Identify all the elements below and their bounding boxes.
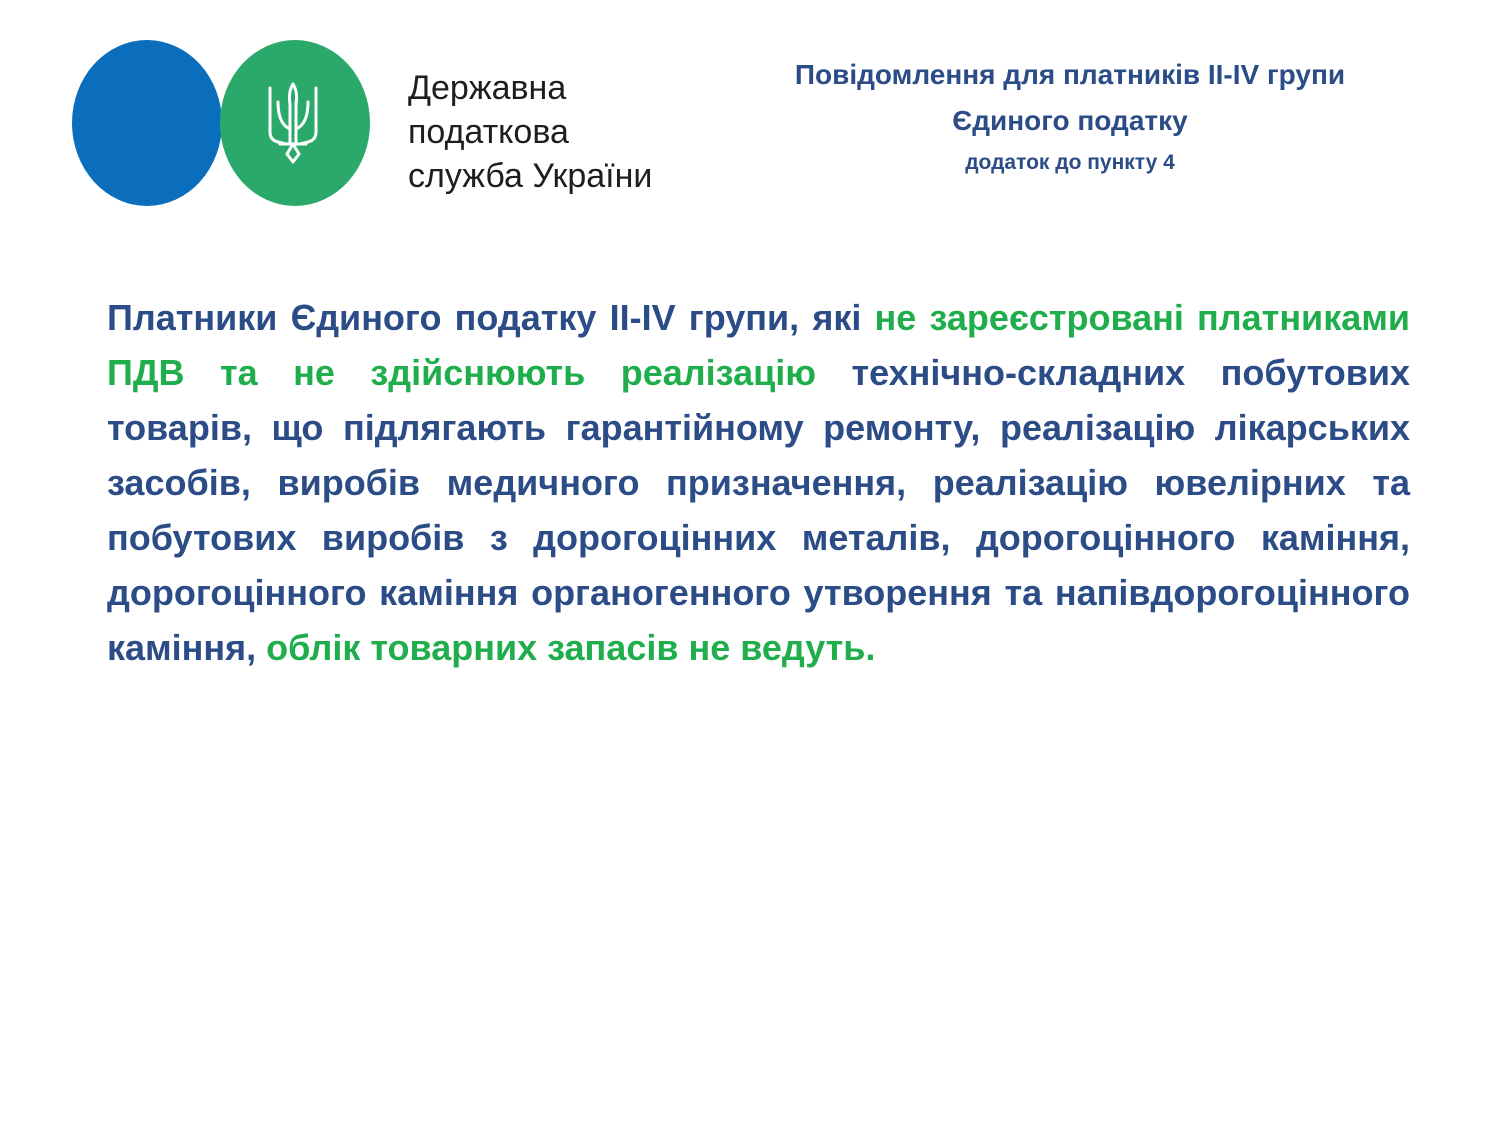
paragraph-part-3: технічно-складних побутових товарів, що підлягають гарантійному ремонту, реалізацію лікарських засобів, виробів медичного призначення, реалізацію ювелірних та побутових виробів з дорогоцінних металів, дорогоцінного каміння, дорогоцінного каміння органогенного утворення та напівдорогоцінного каміння, xyxy=(107,352,1410,668)
logo xyxy=(72,40,712,210)
logo-line-3: служба України xyxy=(408,157,653,195)
header-title-line-2: Єдиного податку xyxy=(952,105,1188,136)
header xyxy=(740,52,1400,182)
header-subtitle: додаток до пункту 4 xyxy=(965,151,1175,174)
logo-line-2: податкова xyxy=(408,113,569,151)
logo-text xyxy=(408,66,652,198)
trident-icon xyxy=(266,82,320,164)
logo-line-1: Державна xyxy=(408,69,567,107)
paragraph-highlight-1: не зареєстровані платниками ПДВ та не здійснюють реалізацію xyxy=(107,297,1410,393)
main-paragraph xyxy=(107,290,1410,675)
paragraph-part-1: Платники Єдиного податку II-IV групи, які xyxy=(107,297,875,338)
paragraph-highlight-2: облік товарних запасів не ведуть. xyxy=(266,627,876,668)
header-title-line-1: Повідомлення для платників II-IV групи xyxy=(794,59,1346,90)
logo-blue-circle xyxy=(72,40,222,206)
